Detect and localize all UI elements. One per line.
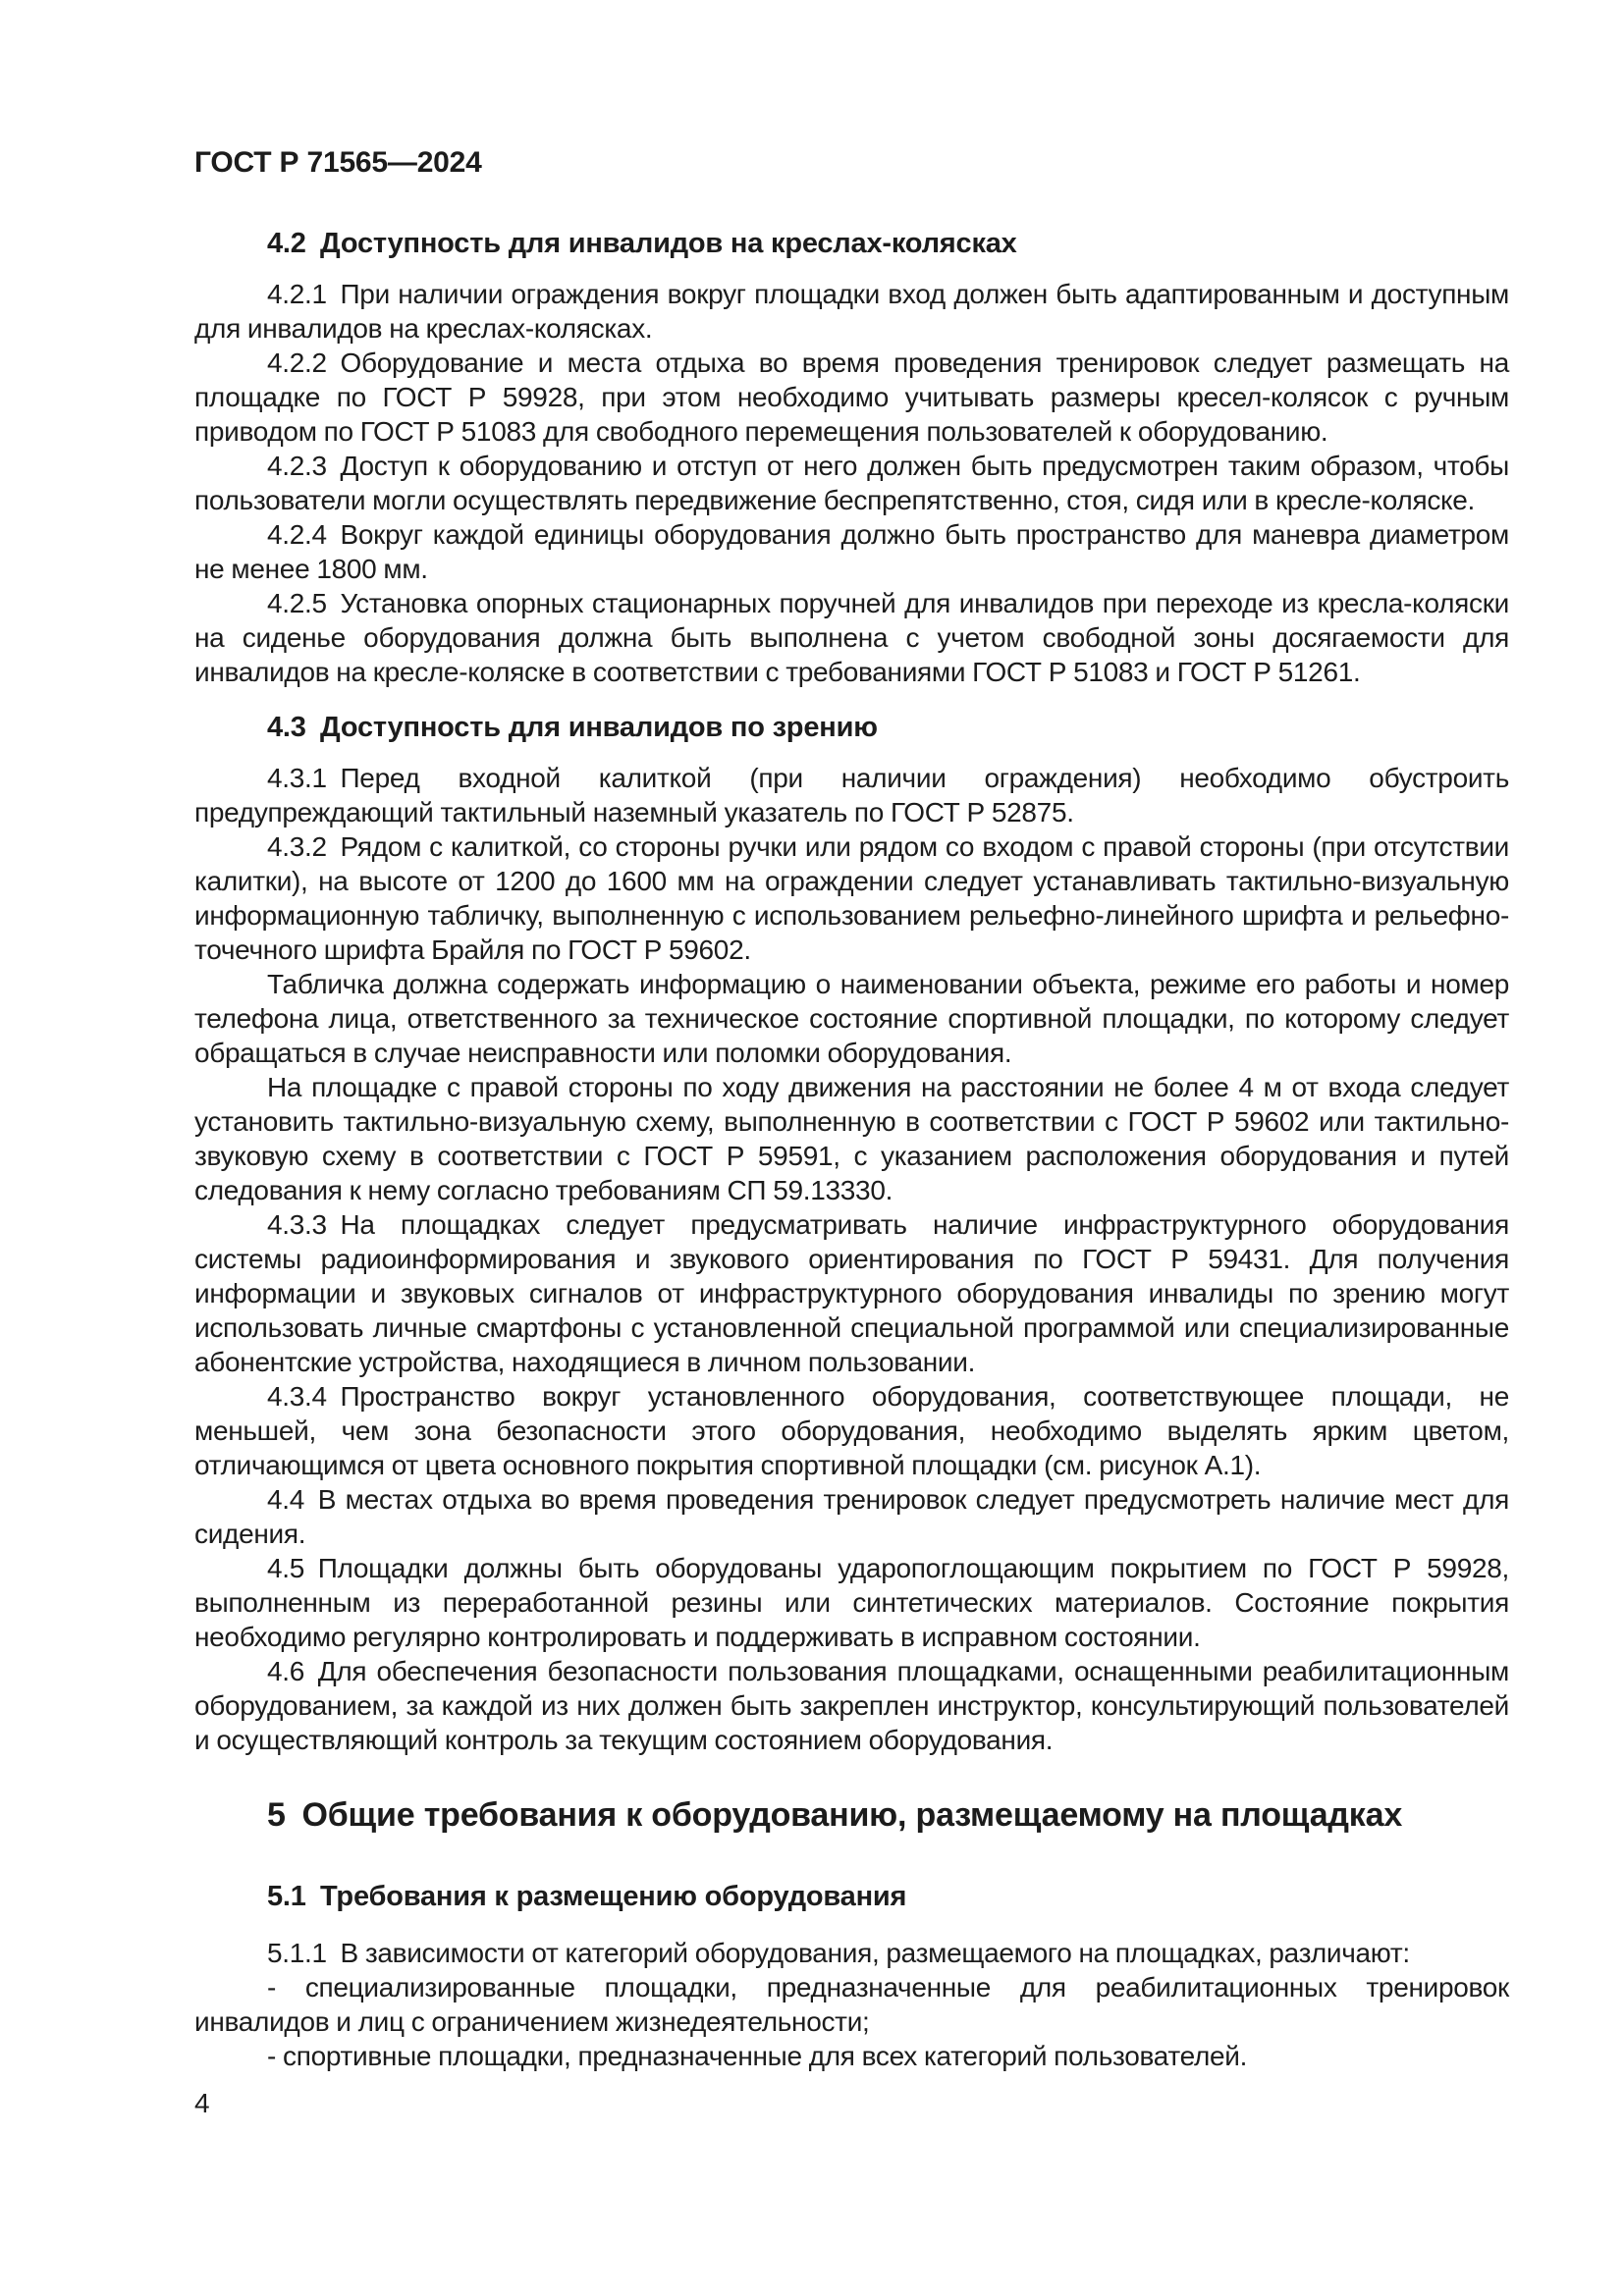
clause-4-3-2: 4.3.2 Рядом с калиткой, со стороны ручки или рядом со входом с правой стороны (при отсутствии калитки), на высоте от 1200 до 1600 мм на ограждении следует устанавливать тактильно-визуальную информационную табличку, выполненную с использованием рельефно-линейного шрифта и рельефно-точечного шрифта Брайля по ГОСТ Р 59602. [194, 831, 1509, 965]
clause-4-5: 4.5 Площадки должны быть оборудованы ударопоглощающим покрытием по ГОСТ Р 59928, выполненным из переработанной резины или синтетических материалов. Состояние покрытия необходимо регулярно контролировать и поддерживать в исправном состоянии. [194, 1553, 1509, 1652]
section-4-2-heading: 4.2 Доступность для инвалидов на креслах-колясках [267, 228, 1017, 259]
section-5-1-heading: 5.1 Требования к размещению оборудования [267, 1881, 907, 1912]
list-item-specialized-playgrounds: - специализированные площадки, предназначенные для реабилитационных тренировок инвалидов и лиц с ограничением жизнедеятельности; [194, 1972, 1509, 2037]
standard-code-header: ГОСТ Р 71565—2024 [194, 146, 482, 179]
clause-4-3-2-scheme-info: На площадке с правой стороны по ходу движения на расстоянии не более 4 м от входа следует установить тактильно-визуальную схему, выполненную в соответствии с ГОСТ Р 59602 или тактильно-звуковую схему в соответствии с ГОСТ Р 59591, с указанием расположения оборудования и путей следования к нему согласно требованиям СП 59.13330. [194, 1072, 1509, 1205]
clause-4-2-5: 4.2.5 Установка опорных стационарных поручней для инвалидов при переходе из кресла-коляски на сиденье оборудования должна быть выполнена с учетом свободной зоны досягаемости для инвалидов на кресле-коляске в соответствии с требованиями ГОСТ Р 51083 и ГОСТ Р 51261. [194, 588, 1509, 687]
clause-4-3-4: 4.3.4 Пространство вокруг установленного оборудования, соответствующее площади, не меньшей, чем зона безопасности этого оборудования, необходимо выделять ярким цветом, отличающимся от цвета основного покрытия спортивной площадки (см. рисунок А.1). [194, 1381, 1509, 1480]
clause-4-2-2: 4.2.2 Оборудование и места отдыха во время проведения тренировок следует размещать на площадке по ГОСТ Р 59928, при этом необходимо учитывать размеры кресел-колясок с ручным приводом по ГОСТ Р 51083 для свободного перемещения пользователей к оборудованию. [194, 347, 1509, 447]
clause-4-2-4: 4.2.4 Вокруг каждой единицы оборудования должно быть пространство для маневра диаметром не менее 1800 мм. [194, 519, 1509, 584]
clause-4-3-3: 4.3.3 На площадках следует предусматривать наличие инфраструктурного оборудования системы радиоинформирования и звукового ориентирования по ГОСТ Р 59431. Для получения информации и звуковых сигналов от инфраструктурного оборудования инвалиды по зрению могут использовать личные смартфоны с установленной специальной программой или специализированные абонентские устройства, находящиеся в личном пользовании. [194, 1209, 1509, 1377]
chapter-5-heading: 5 Общие требования к оборудованию, размещаемому на площадках [267, 1796, 1403, 1834]
section-4-3-heading: 4.3 Доступность для инвалидов по зрению [267, 712, 878, 743]
clause-4-2-3: 4.2.3 Доступ к оборудованию и отступ от него должен быть предусмотрен таким образом, чтобы пользователи могли осуществлять передвижение беспрепятственно, стоя, сидя или в кресле-коляске. [194, 451, 1509, 515]
page-number: 4 [194, 2088, 210, 2118]
list-item-sport-playgrounds: - спортивные площадки, предназначенные для всех категорий пользователей. [267, 2041, 1248, 2071]
clause-5-1-1: 5.1.1 В зависимости от категорий оборудования, размещаемого на площадках, различают: [267, 1938, 1410, 1968]
clause-4-3-2-plate-info: Табличка должна содержать информацию о наименовании объекта, режиме его работы и номер телефона лица, ответственного за техническое состояние спортивной площадки, по которому следует обращаться в случае неисправности или поломки оборудования. [194, 969, 1509, 1068]
clause-4-6: 4.6 Для обеспечения безопасности пользования площадками, оснащенными реабилитационным оборудованием, за каждой из них должен быть закреплен инструктор, консультирующий пользователей и осуществляющий контроль за текущим состоянием оборудования. [194, 1656, 1509, 1755]
clause-4-4: 4.4 В местах отдыха во время проведения тренировок следует предусмотреть наличие мест для сидения. [194, 1484, 1509, 1549]
clause-4-3-1: 4.3.1 Перед входной калиткой (при наличии ограждения) необходимо обустроить предупреждающий тактильный наземный указатель по ГОСТ Р 52875. [194, 763, 1509, 828]
clause-4-2-1: 4.2.1 При наличии ограждения вокруг площадки вход должен быть адаптированным и доступным для инвалидов на креслах-колясках. [194, 279, 1509, 344]
